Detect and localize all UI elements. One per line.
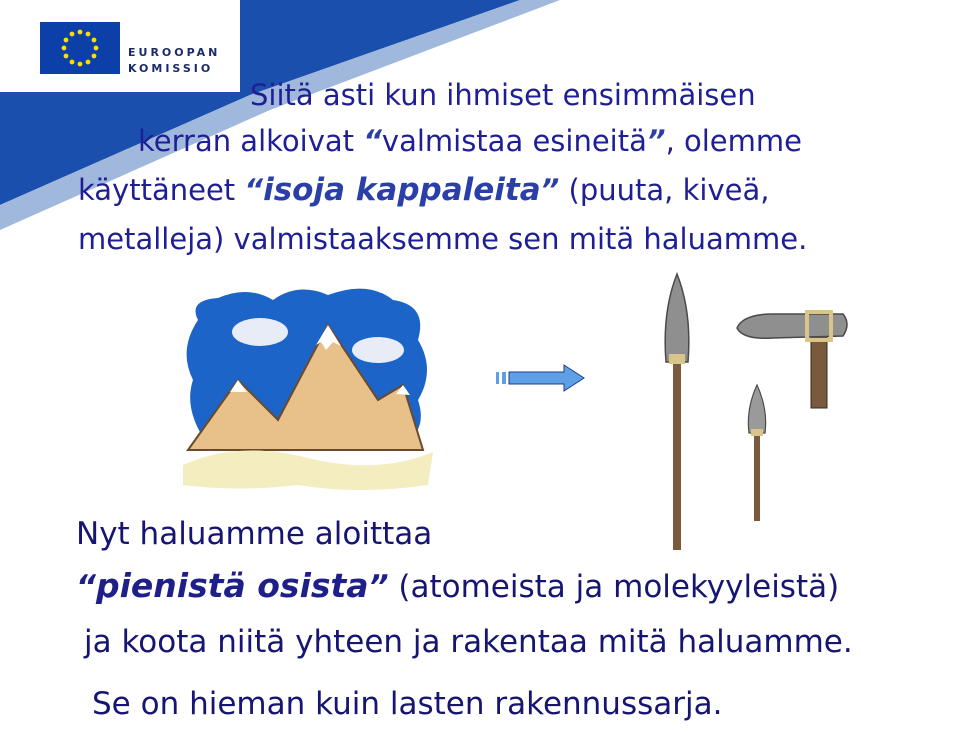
intro-line-2-pre: kerran alkoivat xyxy=(138,124,364,158)
close-quote-emph: ” xyxy=(540,173,560,207)
open-quote: “ xyxy=(363,124,382,158)
outro-line-2-post: (atomeista ja molekyyleistä) xyxy=(388,569,840,605)
org-name-line1: EUROOPAN xyxy=(128,46,221,59)
intro-line-3-pre: käyttäneet xyxy=(78,173,245,207)
eu-flag-icon xyxy=(40,22,120,74)
outro-line-2 xyxy=(76,566,839,605)
outro-line-4: Se on hieman kuin lasten rakennussarja. xyxy=(92,686,723,722)
org-name-line2: KOMISSIO xyxy=(128,62,214,75)
intro-line-2 xyxy=(138,124,802,158)
org-unit: Yhteisötutkimus xyxy=(28,78,146,88)
cloud-right xyxy=(352,337,404,363)
intro-line-4: metalleja) valmistaaksemme sen mitä haluamme. xyxy=(78,222,808,256)
arrow-right-icon xyxy=(496,364,586,392)
cloud-left xyxy=(232,318,288,346)
intro-line-2-post: , olemme xyxy=(665,124,802,158)
outro-line-2-emphasis: pienistä osista xyxy=(95,566,369,605)
intro-line-2-quoted: valmistaa esineitä xyxy=(381,124,647,158)
intro-line-1: Siitä asti kun ihmiset ensimmäisen xyxy=(250,78,756,112)
stone-axe-icon xyxy=(733,300,853,410)
outro-line-1: Nyt haluamme aloittaa xyxy=(76,516,433,552)
close-quote: ” xyxy=(646,124,666,158)
open-quote-emph: “ xyxy=(244,173,264,207)
eu-logo xyxy=(18,12,248,92)
outro-line-3: ja koota niitä yhteen ja rakentaa mitä haluamme. xyxy=(84,624,853,660)
open-quote-outro: “ xyxy=(76,569,96,605)
ground-shape xyxy=(183,450,433,490)
spear-icon xyxy=(652,272,702,552)
intro-line-3-post: (puuta, kiveä, xyxy=(559,173,770,207)
intro-line-3-emphasis: isoja kappaleita xyxy=(263,172,541,208)
intro-line-3 xyxy=(78,172,769,208)
close-quote-outro: ” xyxy=(368,569,389,605)
mountain-illustration xyxy=(178,280,438,495)
